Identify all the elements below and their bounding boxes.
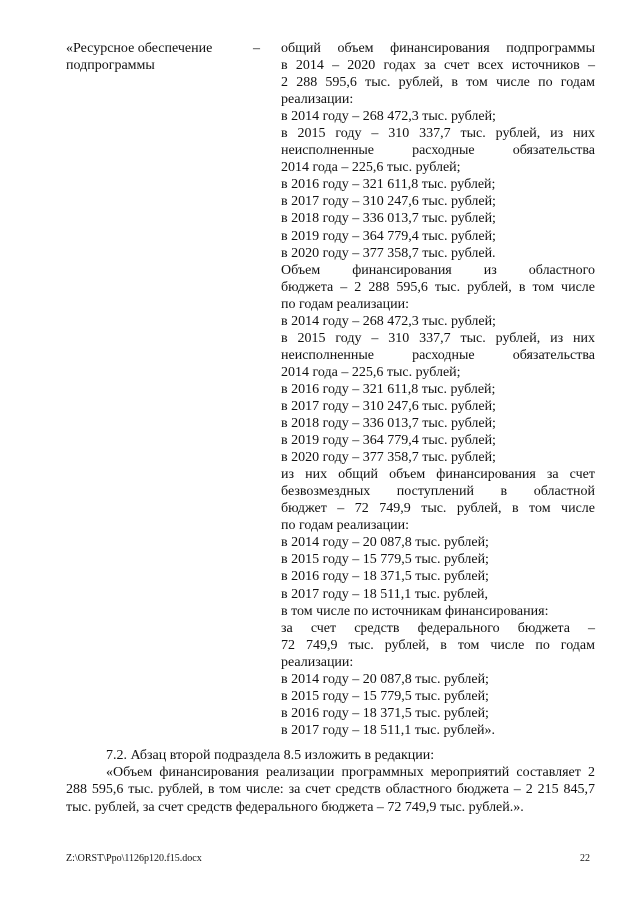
- funding-line: в 2017 году – 310 247,6 тыс. рублей;: [281, 194, 496, 210]
- funding-line: бюджет – 72 749,9 тыс. рублей, в том числе: [281, 501, 595, 517]
- funding-line: 2014 года – 225,6 тыс. рублей;: [281, 160, 461, 176]
- funding-line: в 2015 году – 310 337,7 тыс. рублей, из них: [281, 126, 595, 142]
- amendment-section: [66, 747, 595, 816]
- funding-line: 2014 года – 225,6 тыс. рублей;: [281, 364, 461, 380]
- funding-line: в том числе по источникам финансирования:: [281, 603, 549, 619]
- funding-line: в 2018 году – 336 013,7 тыс. рублей;: [281, 416, 496, 432]
- funding-line: в 2014 году – 20 087,8 тыс. рублей;: [281, 671, 489, 687]
- funding-line: в 2014 году – 20 087,8 тыс. рублей;: [281, 535, 489, 551]
- funding-line: в 2016 году – 321 611,8 тыс. рублей;: [281, 381, 496, 397]
- page-number: 22: [580, 853, 590, 864]
- funding-line: в 2014 году – 268 472,3 тыс. рублей;: [281, 109, 496, 125]
- funding-line: неисполненные расходные обязательства: [281, 347, 595, 363]
- funding-line: в 2016 году – 18 371,5 тыс. рублей;: [281, 705, 489, 721]
- funding-line: общий объем финансирования подпрограммы: [281, 41, 595, 56]
- funding-line: за счет средств федерального бюджета –: [281, 620, 595, 636]
- funding-line: бюджета – 2 288 595,6 тыс. рублей, в том числе: [281, 279, 595, 295]
- funding-line: в 2015 году – 15 779,5 тыс. рублей;: [281, 688, 489, 704]
- funding-line: в 2014 году – 268 472,3 тыс. рублей;: [281, 313, 496, 329]
- funding-line: в 2019 году – 364 779,4 тыс. рублей;: [281, 433, 496, 449]
- funding-line: в 2018 году – 336 013,7 тыс. рублей;: [281, 211, 496, 227]
- funding-line: в 2016 году – 321 611,8 тыс. рублей;: [281, 177, 496, 193]
- funding-line: в 2017 году – 310 247,6 тыс. рублей;: [281, 398, 496, 414]
- quoted-paragraph: «Объем финансирования реализации программных мероприятий составляет 2 288 595,6 тыс. рублей, в том числе: за счет средств областного бюджета – 2 215 845,7 тыс. рублей, за счет средств федерального бюджета – 72 749,9 тыс. рублей.».: [66, 765, 595, 815]
- funding-line: Объем финансирования из областного: [281, 262, 595, 278]
- funding-line: в 2015 году – 310 337,7 тыс. рублей, из них: [281, 330, 595, 346]
- funding-line: в 2017 году – 18 511,1 тыс. рублей».: [281, 722, 496, 738]
- paragraph-heading: 7.2. Абзац второй подраздела 8.5 изложить в редакции:: [106, 748, 435, 763]
- funding-line: реализации:: [281, 92, 354, 108]
- resource-label: «Ресурсное обеспечение подпрограммы: [66, 41, 213, 73]
- footer-file-path: Z:\ORST\Ppo\1126p120.f15.docx: [66, 853, 202, 864]
- funding-line: из них общий объем финансирования за счет: [281, 467, 595, 483]
- funding-line: 72 749,9 тыс. рублей, в том числе по годам: [281, 637, 595, 653]
- funding-line: по годам реализации:: [281, 518, 409, 534]
- funding-line: в 2017 году – 18 511,1 тыс. рублей,: [281, 586, 489, 602]
- funding-line: неисполненные расходные обязательства: [281, 143, 595, 159]
- funding-line: в 2019 году – 364 779,4 тыс. рублей;: [281, 228, 496, 244]
- funding-line: в 2016 году – 18 371,5 тыс. рублей;: [281, 569, 489, 585]
- funding-line: безвозмездных поступлений в областной: [281, 484, 595, 500]
- funding-line: реализации:: [281, 654, 354, 670]
- funding-line: по годам реализации:: [281, 296, 409, 312]
- funding-line: в 2015 году – 15 779,5 тыс. рублей;: [281, 552, 489, 568]
- funding-line: в 2020 году – 377 358,7 тыс. рублей;: [281, 450, 496, 466]
- funding-details: [281, 40, 595, 739]
- funding-line: в 2020 году – 377 358,7 тыс. рублей.: [281, 245, 496, 261]
- funding-line: 2 288 595,6 тыс. рублей, в том числе по годам: [281, 75, 595, 91]
- separator-dash: –: [253, 41, 260, 56]
- funding-line: в 2014 – 2020 годах за счет всех источников –: [281, 58, 595, 74]
